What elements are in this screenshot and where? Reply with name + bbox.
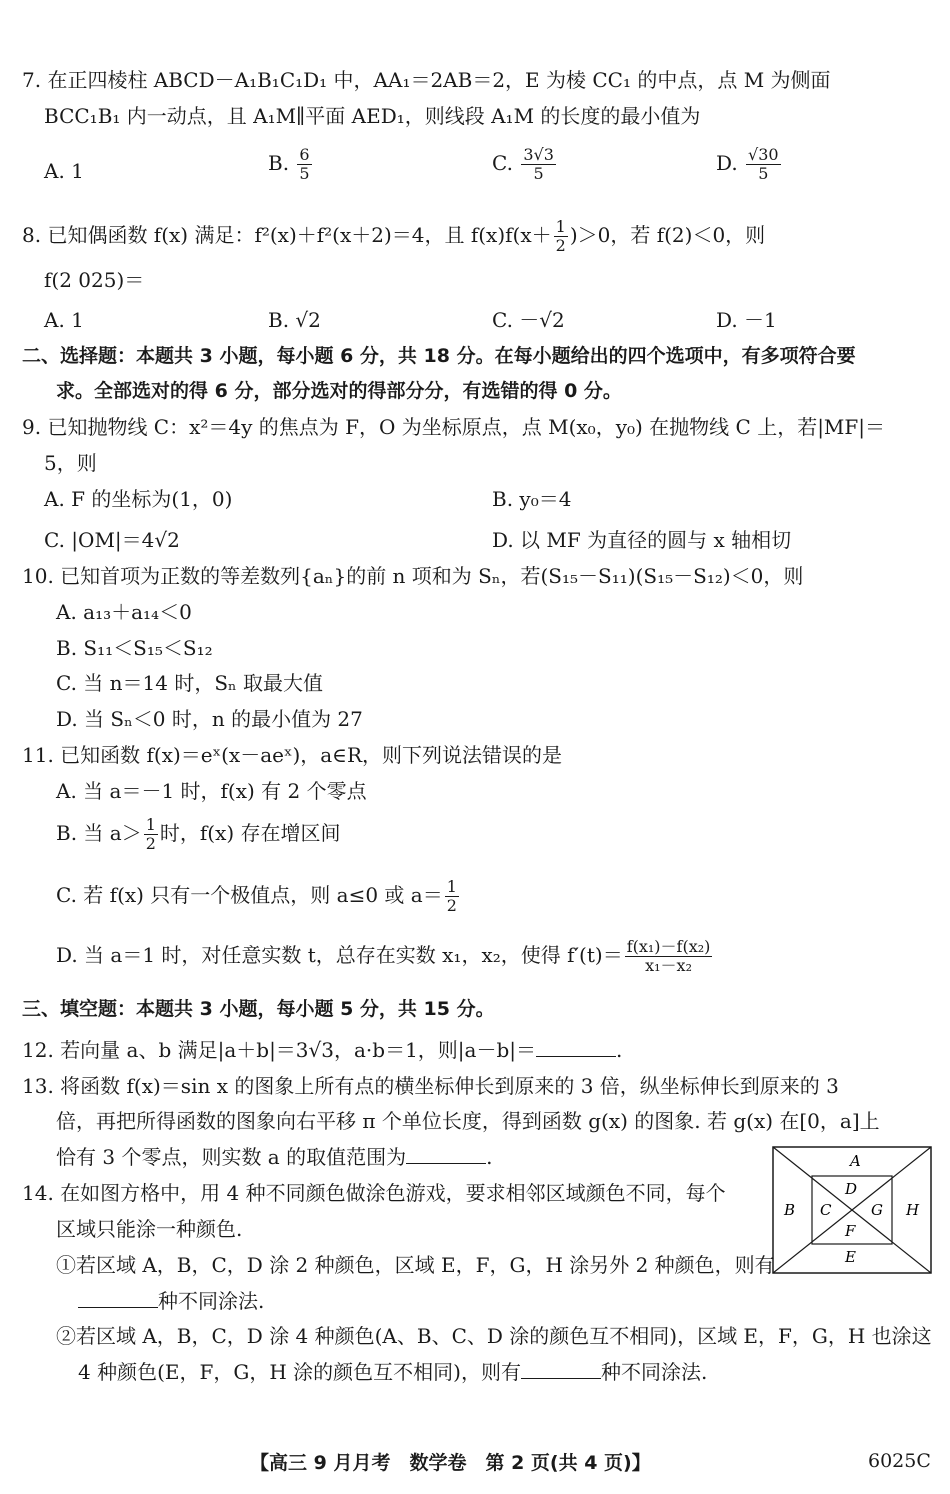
q7-option-b-fraction: $\frac{6}{5}$ — [299, 145, 310, 183]
q8-line1: 8. 已知偶函数 f(x) 满足：f²(x)＋f²(x＋2)＝4，且 f(x)f(x＋ $\frac{1}{2}$ )＞0，若 f(2)＜0，则 — [22, 217, 766, 255]
q14-sub1-line2: 种不同涂法. — [78, 1287, 264, 1315]
q7-option-c-fraction: $\frac{3√3}{5}$ — [523, 145, 554, 183]
q14-sub1-line1: ①若区域 A，B，C，D 涂 2 种颜色，区域 E，F，G，H 涂另外 2 种颜色，则有 — [56, 1253, 775, 1277]
q9-option-d: D. 以 MF 为直径的圆与 x 轴相切 — [492, 528, 792, 552]
q9-option-a: A. F 的坐标为(1，0) — [44, 487, 233, 511]
q9-option-b: B. y₀＝4 — [492, 487, 572, 511]
region-label-h: H — [906, 1201, 920, 1219]
q12-line: 12. 若向量 a、b 满足|a＋b|＝3√3，a·b＝1，则|a－b|＝ . — [22, 1038, 623, 1062]
region-label-d: D — [845, 1180, 858, 1198]
q12-answer-blank[interactable] — [536, 1038, 616, 1057]
q10-option-a: A. a₁₃＋a₁₄＜0 — [56, 600, 192, 624]
q11-line1: 11. 已知函数 f(x)＝eˣ(x－aeˣ)，a∈R，则下列说法错误的是 — [22, 743, 563, 767]
q14-sub1-answer-blank[interactable] — [78, 1289, 158, 1308]
q7-line2: BCC₁B₁ 内一动点，且 A₁M∥平面 AED₁，则线段 A₁M 的长度的最小值为 — [44, 104, 701, 128]
q7-option-c-label: C. — [492, 151, 513, 175]
q14-sub2-line1: ②若区域 A，B，C，D 涂 4 种颜色(A、B、C、D 涂的颜色互不相同)，区域 E，F，G，H 也涂这 — [56, 1324, 932, 1348]
region-label-g: G — [871, 1201, 883, 1219]
q8-option-c: C. －√2 — [492, 308, 565, 332]
q8-line2: f(2 025)＝ — [44, 268, 145, 292]
section2-heading-line1: 二、选择题：本题共 3 小题，每小题 6 分，共 18 分。在每小题给出的四个选项中，有多项符合要 — [22, 345, 856, 367]
q11-option-b: B. 当 a＞ $\frac{1}{2}$ 时，f(x) 存在增区间 — [56, 815, 341, 853]
q11-option-b-fraction: $\frac{1}{2}$ — [145, 815, 156, 853]
q7-option-b — [268, 146, 314, 183]
q14-line2: 区域只能涂一种颜色. — [56, 1217, 243, 1241]
q14-line1: 14. 在如图方格中，用 4 种不同颜色做涂色游戏，要求相邻区域颜色不同，每个 — [22, 1181, 726, 1205]
q11-option-d: D. 当 a＝1 时，对任意实数 t，总存在实数 x₁，x₂，使得 f′(t)＝ $\frac{\text{f(x₁)－f(x₂)}}{\text{x₁－x₂}}$ — [56, 937, 711, 975]
paper-code: 6025C — [868, 1450, 931, 1472]
q14-sub2-answer-blank[interactable] — [521, 1360, 601, 1379]
q7-option-d — [716, 146, 783, 183]
q7-option-d-fraction: $\frac{√30}{5}$ — [748, 145, 779, 183]
region-label-b: B — [784, 1201, 796, 1219]
page-footer: 【高三 9 月月考 数学卷 第 2 页(共 4 页)】 — [250, 1452, 651, 1474]
q10-option-d: D. 当 Sₙ＜0 时，n 的最小值为 27 — [56, 707, 363, 731]
region-label-a: A — [850, 1152, 861, 1170]
q13-answer-blank[interactable] — [406, 1145, 486, 1164]
q7-line1: 7. 在正四棱柱 ABCD－A₁B₁C₁D₁ 中，AA₁＝2AB＝2，E 为棱 CC₁ 的中点，点 M 为侧面 — [22, 68, 831, 92]
region-label-f: F — [845, 1222, 856, 1240]
section2-heading-line2: 求。全部选对的得 6 分，部分选对的得部分分，有选错的得 0 分。 — [56, 380, 622, 402]
region-label-e: E — [845, 1248, 856, 1266]
q9-line2: 5，则 — [44, 451, 97, 475]
q11-option-d-fraction: $\frac{\text{f(x₁)－f(x₂)}}{\text{x₁－x₂}}$ — [626, 937, 711, 975]
q8-option-b: B. √2 — [268, 308, 321, 332]
q13-line3: 恰有 3 个零点，则实数 a 的取值范围为 . — [56, 1145, 493, 1169]
q10-line1: 10. 已知首项为正数的等差数列{aₙ}的前 n 项和为 Sₙ，若(S₁₅－S₁₁)(S₁₅－S₁₂)＜0，则 — [22, 564, 804, 588]
q9-line1: 9. 已知抛物线 C：x²＝4y 的焦点为 F，O 为坐标原点，点 M(x₀，y₀) 在抛物线 C 上，若|MF|＝ — [22, 415, 886, 439]
q7-option-c — [492, 146, 558, 183]
q13-line2: 倍，再把所得函数的图象向右平移 π 个单位长度，得到函数 g(x) 的图象. 若 g(x) 在[0，a]上 — [56, 1109, 880, 1133]
q11-option-a: A. 当 a＝－1 时，f(x) 有 2 个零点 — [56, 779, 367, 803]
q11-option-c: C. 若 f(x) 只有一个极值点，则 a≤0 或 a＝ $\frac{1}{2}$ — [56, 877, 457, 915]
q11-option-c-fraction: $\frac{1}{2}$ — [446, 877, 457, 915]
region-label-c: C — [820, 1201, 832, 1219]
q13-line1: 13. 将函数 f(x)＝sin x 的图象上所有点的横坐标伸长到原来的 3 倍，纵坐标伸长到原来的 3 — [22, 1074, 839, 1098]
q7-option-a: A. 1 — [44, 159, 84, 183]
q9-option-c: C. |OM|＝4√2 — [44, 528, 180, 552]
q7-option-b-label: B. — [268, 151, 290, 175]
q14-grid-figure — [772, 1146, 932, 1274]
q10-option-b: B. S₁₁＜S₁₅＜S₁₂ — [56, 636, 213, 660]
q8-option-d: D. －1 — [716, 308, 777, 332]
q14-sub2-line2: 4 种颜色(E，F，G，H 涂的颜色互不相同)，则有 种不同涂法. — [78, 1360, 708, 1384]
q8-fraction-half: $\frac{1}{2}$ — [555, 217, 566, 255]
section3-heading: 三、填空题：本题共 3 小题，每小题 5 分，共 15 分。 — [22, 998, 495, 1020]
q10-option-c: C. 当 n＝14 时，Sₙ 取最大值 — [56, 671, 324, 695]
q7-option-d-label: D. — [716, 151, 738, 175]
q8-option-a: A. 1 — [44, 308, 84, 332]
